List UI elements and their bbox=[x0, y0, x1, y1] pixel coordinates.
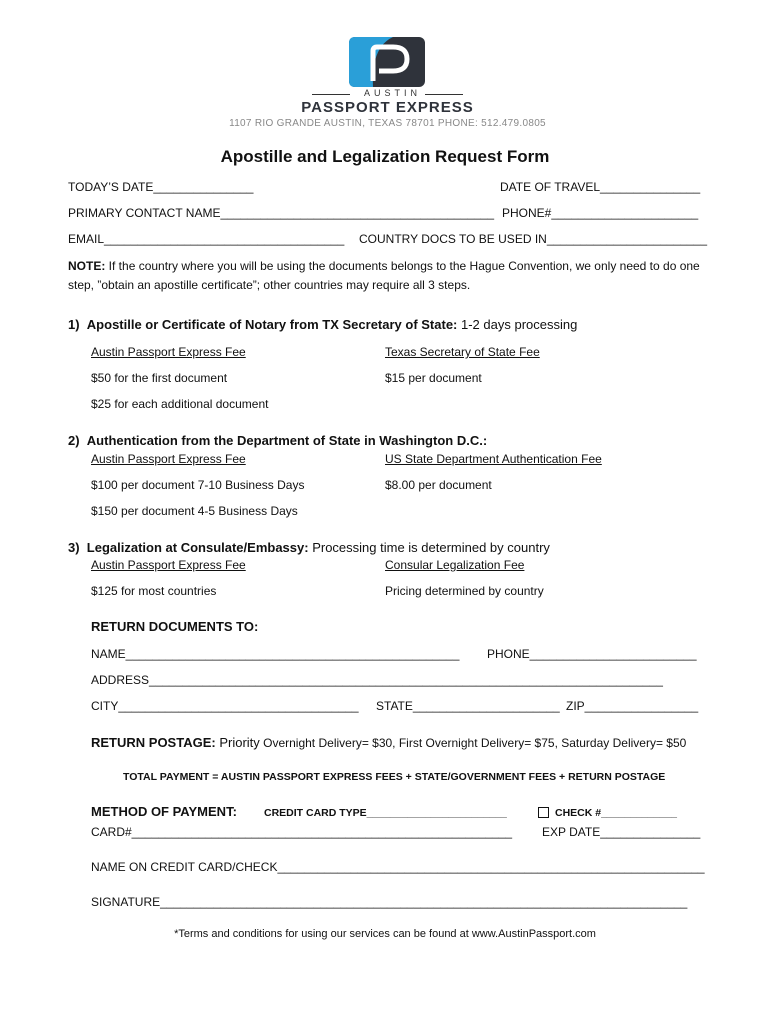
card-number-field[interactable]: CARD#_________________________________________________________ bbox=[91, 825, 513, 839]
terms-footer: *Terms and conditions for using our services can be found at www.AustinPassport.com bbox=[174, 928, 596, 940]
section-2-number: 2) bbox=[68, 433, 80, 448]
section-3-left-row: $125 for most countries bbox=[91, 584, 217, 598]
section-3-subtitle: Processing time is determined by country bbox=[308, 540, 550, 555]
section-1-right-header: Texas Secretary of State Fee bbox=[385, 345, 540, 359]
note-label: NOTE: bbox=[68, 259, 106, 273]
return-postage-priority: Priority bbox=[215, 735, 260, 750]
section-1-title bbox=[68, 317, 577, 332]
section-3-right-header: Consular Legalization Fee bbox=[385, 558, 525, 572]
section-1-left-row: $50 for the first document bbox=[91, 371, 228, 385]
section-2-right-header: US State Department Authentication Fee bbox=[385, 452, 602, 466]
credit-card-type-field[interactable] bbox=[264, 805, 507, 819]
return-postage-label: RETURN POSTAGE: bbox=[91, 735, 216, 750]
date-of-travel-field[interactable]: DATE OF TRAVEL_______________ bbox=[500, 180, 701, 194]
phone-field[interactable]: PHONE#______________________ bbox=[502, 206, 699, 220]
section-1-heading: Apostille or Certificate of Notary from TX Secretary of State: bbox=[86, 317, 458, 332]
note-text: If the country where you will be using the documents belongs to the Hague Convention, we only need to do one step, ”obtain an apostille certificate”; other countries may require all 3 steps. bbox=[68, 259, 700, 292]
total-payment-formula: TOTAL PAYMENT = AUSTIN PASSPORT EXPRESS FEES + STATE/GOVERNMENT FEES + RETURN POSTAGE bbox=[123, 771, 666, 783]
primary-contact-field[interactable]: PRIMARY CONTACT NAME_________________________________________ bbox=[68, 206, 495, 220]
page-title: Apostille and Legalization Request Form bbox=[220, 147, 550, 166]
section-3-left-header: Austin Passport Express Fee bbox=[91, 558, 246, 572]
return-address-field[interactable]: ADDRESS_____________________________________________________________________________ bbox=[91, 673, 663, 687]
section-3-right-row: Pricing determined by country bbox=[385, 584, 544, 598]
section-2-heading: Authentication from the Department of State in Washington D.C.: bbox=[86, 433, 488, 448]
section-1-left-header: Austin Passport Express Fee bbox=[91, 345, 246, 359]
return-postage-line bbox=[91, 735, 686, 750]
return-documents-heading: RETURN DOCUMENTS TO: bbox=[91, 619, 259, 634]
exp-date-field[interactable]: EXP DATE_______________ bbox=[542, 825, 701, 839]
section-3-heading: Legalization at Consulate/Embassy: bbox=[86, 540, 309, 555]
return-city-field[interactable]: CITY____________________________________ bbox=[91, 699, 359, 713]
method-of-payment-label: METHOD OF PAYMENT: bbox=[91, 804, 237, 819]
section-2-left-row: $150 per document 4-5 Business Days bbox=[91, 504, 298, 518]
section-2-left-row: $100 per document 7-10 Business Days bbox=[91, 478, 305, 492]
check-option[interactable] bbox=[532, 805, 677, 819]
section-2-right-row: $8.00 per document bbox=[385, 478, 492, 492]
return-phone-field[interactable]: PHONE_________________________ bbox=[487, 647, 697, 661]
section-3-number: 3) bbox=[68, 540, 80, 555]
country-docs-field[interactable]: COUNTRY DOCS TO BE USED IN________________________ bbox=[359, 232, 707, 246]
section-2-title bbox=[68, 433, 487, 448]
email-field[interactable]: EMAIL____________________________________ bbox=[68, 232, 345, 246]
check-checkbox[interactable] bbox=[538, 807, 549, 818]
check-number-field[interactable]: CHECK #_____________ bbox=[555, 807, 678, 819]
section-1-left-row: $25 for each additional document bbox=[91, 397, 269, 411]
brand-address: 1107 RIO GRANDE AUSTIN, TEXAS 78701 PHONE: 512.479.0805 bbox=[229, 118, 546, 129]
credit-card-type-text: CREDIT CARD TYPE________________________ bbox=[264, 807, 507, 819]
name-on-card-field[interactable]: NAME ON CREDIT CARD/CHECK________________________________________________________________ bbox=[91, 860, 705, 874]
return-state-field[interactable]: STATE______________________ bbox=[376, 699, 560, 713]
signature-field[interactable]: SIGNATURE_______________________________________________________________________________ bbox=[91, 895, 688, 909]
brand-city: AUSTIN bbox=[363, 88, 421, 98]
section-1-number: 1) bbox=[68, 317, 80, 332]
return-zip-field[interactable]: ZIP_________________ bbox=[566, 699, 699, 713]
section-1-subtitle: 1-2 days processing bbox=[457, 317, 578, 332]
section-2-left-header: Austin Passport Express Fee bbox=[91, 452, 246, 466]
return-postage-options: Overnight Delivery= $30, First Overnight Delivery= $75, Saturday Delivery= $50 bbox=[259, 736, 687, 750]
return-name-field[interactable]: NAME__________________________________________________ bbox=[91, 647, 460, 661]
hague-note bbox=[68, 257, 708, 295]
section-1-right-row: $15 per document bbox=[385, 371, 482, 385]
brand-name: PASSPORT EXPRESS bbox=[301, 99, 474, 116]
todays-date-field[interactable]: TODAY’S DATE_______________ bbox=[68, 180, 254, 194]
passport-express-logo-icon bbox=[349, 37, 425, 87]
section-3-title bbox=[68, 540, 550, 555]
